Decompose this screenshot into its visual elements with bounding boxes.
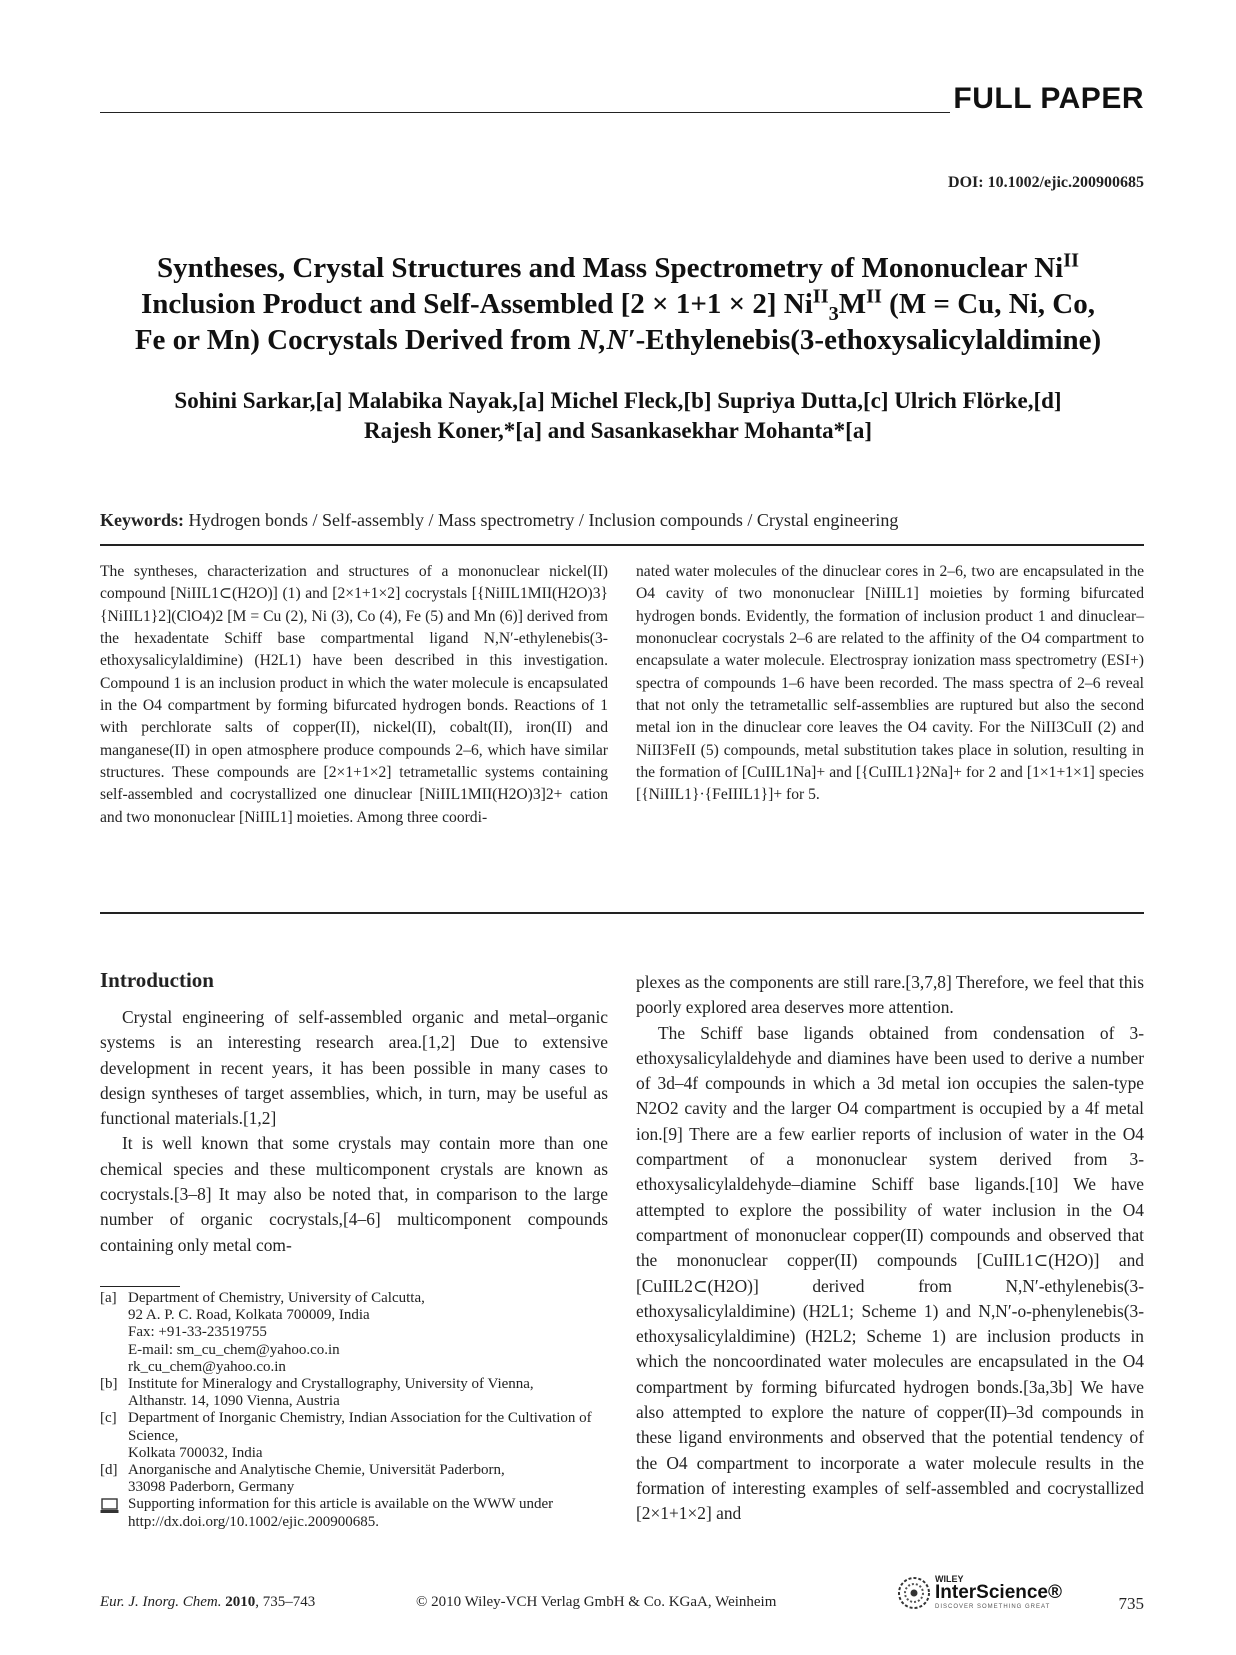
abstract-left-column: The syntheses, characterization and structures of a mononuclear nickel(II) compound [NiIIL1⊂(H2O)] (1) and [2×1+1×2] cocrystals [{NiIIL1MII(H2O)3}{NiIIL1}2](ClO4)2 [M = Cu (2), Ni (3), Co (4), Fe (5) and Mn (6)] derived from the hexadentate Schiff base compartmental ligand N,N′-ethylenebis(3-ethoxysalicylaldimine) (H2L1) have been described in this investigation. Compound 1 is an inclusion product in which the water molecule is encapsulated in the O4 compartment by forming bifurcated hydrogen bonds. Reactions of 1 with perchlorate salts of copper(II), nickel(II), cobalt(II), iron(II) and manganese(II) in open atmosphere produce compounds 2–6, which have similar structures. These compounds are [2×1+1×2] tetrametallic systems containing self-assembled and cocrystallized one dinuclear [NiIIL1MII(H2O)3]2+ cation and two mononuclear [NiIIL1] moieties. Among three coordi-	[100, 563, 608, 826]
paragraph: It is well known that some crystals may contain more than one chemical species and these multicomponent crystals are known as cocrystals.[3–8] It may also be noted that, in comparison to the large number of organic cocrystals,[4–6] multicomponent compounds containing only metal com-	[100, 1133, 608, 1255]
abstract-right-column: nated water molecules of the dinuclear cores in 2–6, two are encapsulated in the O4 cavity of two mononuclear [NiIIL1] moieties by forming bifurcated hydrogen bonds. Evidently, the formation of inclusion product 1 and dinuclear–mononuclear cocrystals 2–6 are related to the affinity of the O4 compartment to encapsulate a water molecule. Electrospray ionization mass spectrometry (ESI+) spectra of compounds 1–6 have been recorded. The mass spectra of 2–6 reveal that not only the tetrametallic self-assemblies are ruptured but also the second metal ion in the dinuclear core leaves the O4 cavity. For the NiII3CuII (2) and NiII3FeII (5) compounds, metal substitution takes place in solution, resulting in the formation of [CuIIL1Na]+ and [{CuIIL1}2Na]+ for 2 and [1×1+1×1] species [{NiIIL1}·{FeIIIL1}]+ for 5.	[636, 563, 1144, 804]
footnote-c: [c] Department of Inorganic Chemistry, Indian Association for the Cultivation of Science, Kolkata 700032, India	[100, 1410, 592, 1461]
affiliation-footnotes	[100, 1290, 608, 1531]
doi: DOI: 10.1002/ejic.200900685	[948, 174, 1144, 191]
author-line-1: Sohini Sarkar,[a] Malabika Nayak,[a] Michel Fleck,[b] Supriya Dutta,[c] Ulrich Flörke,[d]	[174, 388, 1062, 413]
body-right-column	[636, 970, 1144, 1527]
section-label: FULL PAPER	[953, 82, 1144, 115]
footnote-a: [a] Department of Chemistry, University of Calcutta, 92 A. P. C. Road, Kolkata 700009, India Fax: +91-33-23519755 E-mail: sm_cu_chem@yahoo.co.in rk_cu_chem@yahoo.co.in	[100, 1290, 425, 1375]
article-title: Syntheses, Crystal Structures and Mass Spectrometry of Mononuclear $Ni^{II}$ Inclusion Product and Self-Assembled [2 × 1+1 × 2] $Ni^{II}_3M^{II}$ (M = Cu, Ni, Co, Fe or Mn) Cocrystals Derived from N,N′-Ethylenebis(3-ethoxysalicylaldimine)	[134, 249, 1102, 356]
copyright: © 2010 Wiley-VCH Verlag GmbH & Co. KGaA, Weinheim	[416, 1594, 777, 1610]
abstract-rule	[100, 912, 1144, 914]
footnote-d: [d] Anorganische and Analytische Chemie, Universität Paderborn, 33098 Paderborn, Germany	[100, 1462, 505, 1496]
author-line-2: Rajesh Koner,*[a] and Sasankasekhar Mohanta*[a]	[364, 418, 872, 443]
journal-citation: Eur. J. Inorg. Chem. 2010, 735–743	[100, 1594, 316, 1610]
paragraph: Crystal engineering of self-assembled organic and metal–organic systems is an interesting research area.[1,2] Due to extensive development in recent years, it has been possible in many cases to design syntheses of target assemblies, which, in turn, may be useful as functional materials.[1,2]	[100, 1007, 608, 1129]
keywords-rule	[100, 544, 1144, 546]
paragraph: The Schiff base ligands obtained from condensation of 3-ethoxysalicylaldehyde and diamines have been used to derive a number of 3d–4f compounds in which a 3d metal ion occupies the salen-type N2O2 cavity and the larger O4 compartment is occupied by a 4f metal ion.[9] There are a few earlier reports of inclusion of water in the O4 compartment of a mononuclear system derived from 3-ethoxysalicylaldehyde–diamine Schiff base ligands.[10] We have attempted to explore the possibility of water inclusion in the O4 compartment of mononuclear copper(II) compounds and observed that the mononuclear copper(II) compounds [CuIIL1⊂(H2O)] and [CuIIL2⊂(H2O)] derived from N,N′-ethylenebis(3-ethoxysalicylaldimine) (H2L1; Scheme 1) and N,N′-o-phenylenebis(3-ethoxysalicylaldimine) (H2L2; Scheme 1) are inclusion products in which the noncoordinated water molecules are encapsulated in the O4 compartment by forming bifurcated hydrogen bonds.[3a,3b] We have also attempted to explore the nature of copper(II)–3d compounds in these ligand environments and observed that the potential tendency of the O4 compartment to incorporate a water molecule results in the formation of interesting examples of self-assembled and cocrystallized [2×1+1×2] and	[636, 1022, 1144, 1524]
body-left-column	[100, 1005, 608, 1258]
globe-icon	[897, 1576, 931, 1610]
header-rule	[100, 112, 950, 113]
keywords: Keywords: Hydrogen bonds / Self-assembly / Mass spectrometry / Inclusion compounds / Crystal engineering	[100, 510, 899, 530]
section-heading-introduction: Introduction	[100, 968, 214, 992]
page-number: 735	[1118, 1594, 1144, 1613]
computer-icon	[100, 1496, 128, 1530]
interscience-logo: WILEY InterScience® DISCOVER SOMETHING GREAT	[897, 1572, 1062, 1614]
paragraph: plexes as the components are still rare.[3,7,8] Therefore, we feel that this poorly explored area deserves more attention.	[636, 972, 1144, 1018]
footnote-b: [b] Institute for Mineralogy and Crystallography, University of Vienna, Althanstr. 14, 1090 Vienna, Austria	[100, 1376, 534, 1410]
author-list	[90, 386, 1146, 446]
supporting-info-note: Supporting information for this article is available on the WWW under http://dx.doi.org/10.1002/ejic.200900685.	[100, 1496, 608, 1530]
footnote-rule	[100, 1286, 180, 1287]
